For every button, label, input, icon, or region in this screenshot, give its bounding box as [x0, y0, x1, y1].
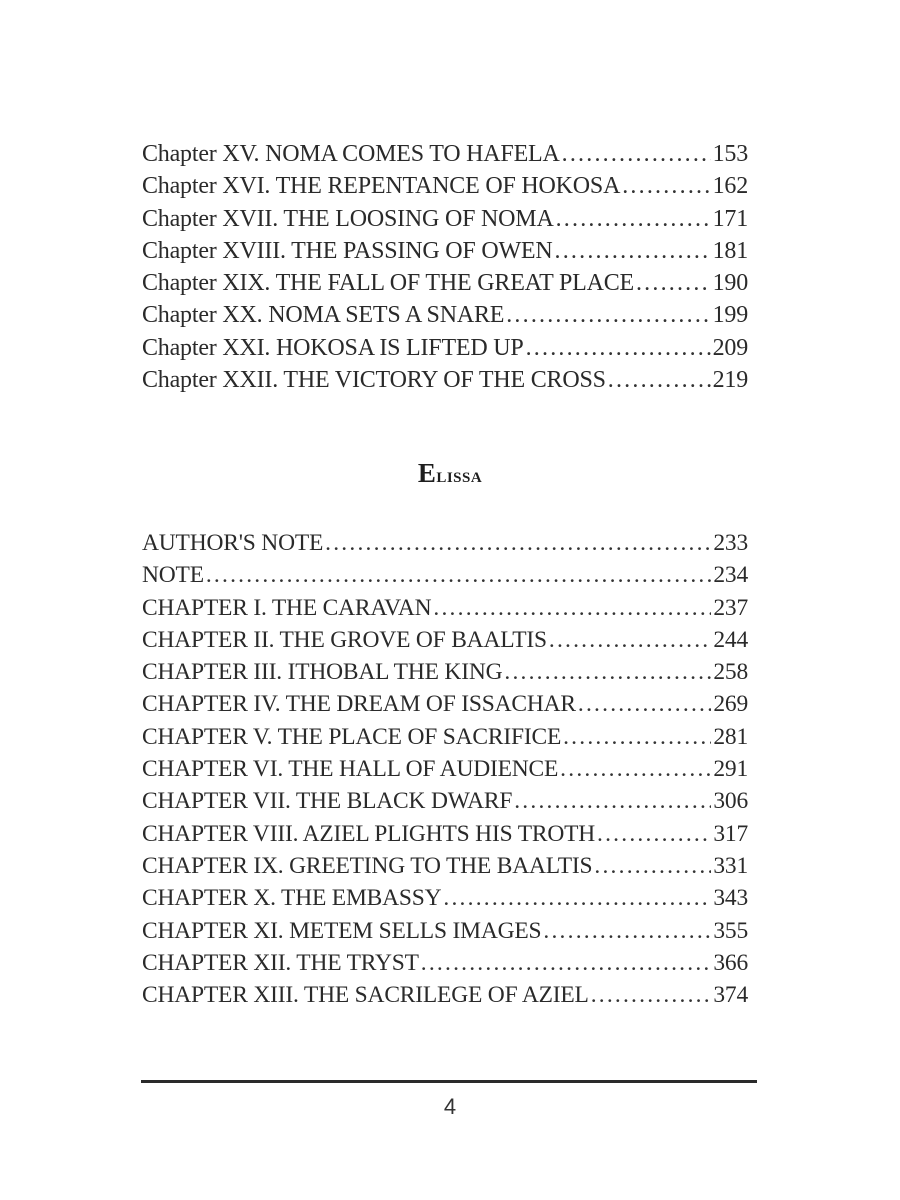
dot-leader — [591, 979, 712, 1011]
toc-entry[interactable] — [142, 688, 748, 720]
toc-entry[interactable] — [142, 882, 748, 914]
entry-page: 162 — [712, 173, 748, 200]
entry-page: 317 — [713, 820, 748, 847]
entry-title: Chapter XVII. THE LOOSING OF NOMA — [142, 205, 554, 232]
heading-initial: E — [417, 458, 437, 488]
toc-entry[interactable] — [142, 170, 748, 202]
entry-title: CHAPTER XII. THE TRYST — [142, 949, 419, 976]
dot-leader — [443, 882, 711, 914]
dot-leader — [514, 785, 711, 817]
entry-page: 234 — [713, 562, 748, 589]
entry-page: 233 — [713, 530, 748, 556]
dot-leader — [325, 527, 711, 559]
toc-entry[interactable] — [142, 818, 748, 850]
entry-page: 281 — [713, 723, 748, 750]
dot-leader — [636, 267, 711, 299]
toc-entry[interactable] — [142, 753, 748, 785]
entry-page: 258 — [713, 659, 748, 686]
entry-page: 171 — [712, 205, 748, 232]
dot-leader — [433, 592, 711, 624]
entry-title: CHAPTER X. THE EMBASSY — [142, 885, 442, 912]
entry-page: 343 — [713, 885, 748, 912]
toc-entry[interactable] — [142, 721, 748, 753]
toc-entry[interactable] — [142, 850, 748, 882]
toc-entry[interactable] — [142, 624, 748, 656]
toc-entry[interactable] — [142, 527, 748, 559]
entry-title: AUTHOR'S NOTE — [142, 530, 324, 556]
entry-title: Chapter XV. NOMA COMES TO HAFELA — [142, 141, 560, 167]
entry-page: 269 — [713, 691, 748, 718]
entry-page: 199 — [712, 302, 748, 329]
entry-title: NOTE — [142, 562, 204, 589]
dot-leader — [597, 818, 711, 850]
toc-entry[interactable] — [142, 979, 748, 1011]
toc-entry[interactable] — [142, 203, 748, 235]
entry-title: Chapter XXI. HOKOSA IS LIFTED UP — [142, 334, 524, 361]
dot-leader — [578, 688, 711, 720]
entry-title: CHAPTER V. THE PLACE OF SACRIFICE — [142, 723, 562, 750]
entry-title: CHAPTER IX. GREETING TO THE BAALTIS — [142, 852, 593, 879]
toc-entry[interactable] — [142, 592, 748, 624]
dot-leader — [549, 624, 711, 656]
dot-leader — [560, 753, 711, 785]
entry-page: 244 — [713, 626, 748, 653]
entry-page: 366 — [713, 949, 748, 976]
dot-leader — [622, 170, 710, 202]
entry-page: 331 — [713, 852, 748, 879]
entry-page: 209 — [712, 334, 748, 361]
entry-title: CHAPTER III. ITHOBAL THE KING — [142, 659, 503, 686]
heading-rest: lissa — [436, 462, 483, 487]
entry-title: Chapter XVIII. THE PASSING OF OWEN — [142, 237, 553, 264]
entry-title: CHAPTER I. THE CARAVAN — [142, 594, 432, 621]
entry-page: 190 — [712, 270, 748, 297]
dot-leader — [206, 559, 711, 591]
toc-entry[interactable] — [142, 235, 748, 267]
entry-title: CHAPTER XI. METEM SELLS IMAGES — [142, 917, 542, 944]
entry-title: CHAPTER XIII. THE SACRILEGE OF AZIEL — [142, 982, 589, 1009]
entry-page: 306 — [713, 788, 748, 815]
dot-leader — [543, 915, 711, 947]
toc-entry[interactable] — [142, 138, 748, 170]
entry-page: 153 — [712, 141, 748, 167]
entry-title: Chapter XXII. THE VICTORY OF THE CROSS — [142, 367, 606, 394]
toc-entry[interactable] — [142, 915, 748, 947]
toc-entry[interactable] — [142, 947, 748, 979]
toc-entry[interactable] — [142, 785, 748, 817]
dot-leader — [556, 203, 711, 235]
toc-entry[interactable] — [142, 267, 748, 299]
entry-title: Chapter XVI. THE REPENTANCE OF HOKOSA — [142, 173, 621, 200]
toc-entry[interactable] — [142, 559, 748, 591]
entry-page: 291 — [713, 756, 748, 783]
dot-leader — [506, 299, 710, 331]
entry-title: CHAPTER VII. THE BLACK DWARF — [142, 788, 513, 815]
dot-leader — [608, 364, 711, 396]
entry-title: Chapter XIX. THE FALL OF THE GREAT PLACE — [142, 270, 634, 297]
entry-page: 181 — [712, 237, 748, 264]
toc-entry[interactable] — [142, 299, 748, 331]
dot-leader — [526, 332, 711, 364]
entry-page: 355 — [713, 917, 748, 944]
entry-title: Chapter XX. NOMA SETS A SNARE — [142, 302, 505, 329]
entry-title: CHAPTER II. THE GROVE OF BAALTIS — [142, 626, 547, 653]
entry-title: CHAPTER VIII. AZIEL PLIGHTS HIS TROTH — [142, 820, 596, 847]
entry-title: CHAPTER VI. THE HALL OF AUDIENCE — [142, 756, 559, 783]
toc-section-continued — [142, 138, 748, 396]
dot-leader — [555, 235, 711, 267]
entry-title: CHAPTER IV. THE DREAM OF ISSACHAR — [142, 691, 576, 718]
dot-leader — [594, 850, 711, 882]
dot-leader — [563, 721, 711, 753]
dot-leader — [421, 947, 712, 979]
dot-leader — [504, 656, 711, 688]
toc-section-elissa — [142, 527, 748, 1011]
entry-page: 219 — [712, 367, 748, 394]
entry-page: 374 — [713, 982, 748, 1009]
page-number: 4 — [443, 1094, 457, 1119]
section-heading — [0, 458, 900, 489]
footer-rule — [141, 1080, 757, 1083]
toc-entry[interactable] — [142, 364, 748, 396]
entry-page: 237 — [713, 594, 748, 621]
dot-leader — [562, 138, 711, 170]
toc-entry[interactable] — [142, 656, 748, 688]
toc-entry[interactable] — [142, 332, 748, 364]
